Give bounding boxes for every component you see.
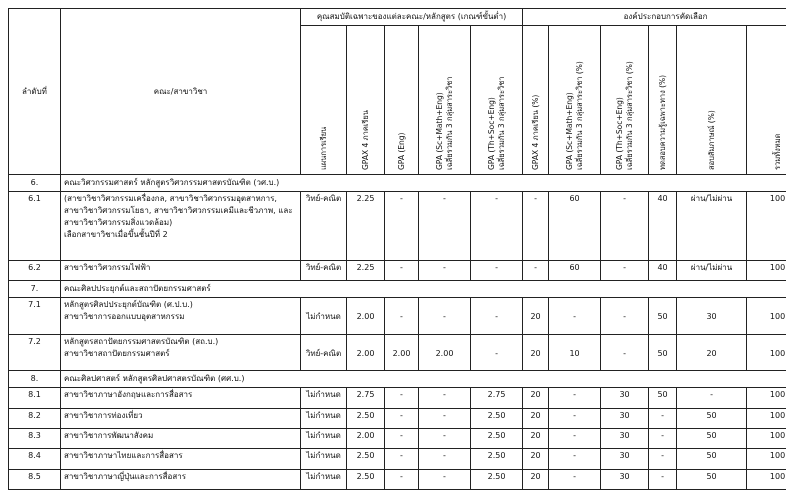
row-no: 7.1 (9, 298, 61, 335)
value-text: 30 (706, 312, 717, 322)
program-name (61, 469, 301, 489)
value-text: ไม่กำหนด (306, 312, 341, 322)
program-name-line: สาขาวิชาการท่องเที่ยว (64, 410, 143, 420)
section-no: 7. (9, 281, 61, 298)
subheader-col-2 (385, 26, 419, 175)
subheader-label: GPA (Sc+Math+Eng) (434, 92, 444, 170)
row-no: 7.2 (9, 334, 61, 371)
program-name-line: สาขาวิชาภาษาอังกฤษและการสื่อสาร (64, 390, 193, 400)
section-row (9, 175, 786, 192)
value-cell-7: 30 (601, 469, 649, 489)
value-cell-0 (301, 298, 347, 335)
value-cell-8: - (649, 449, 677, 469)
subheader-sublabel: เฉลี่ยรวมกัน 3 กลุ่มสาระวิชา (%) (574, 61, 584, 170)
table-row (9, 449, 786, 469)
header-group-qualifications: คุณสมบัติเฉพาะของแต่ละคณะ/หลักสูตร (เกณฑ์ขั้นต่ำ) (301, 9, 523, 26)
subheader-sublabel: เฉลี่ยรวมกัน 3 กลุ่มสาระวิชา (496, 76, 506, 170)
value-cell-0: วิทย์-คณิต (301, 261, 347, 281)
value-cell-5: 20 (523, 469, 549, 489)
value-cell-1: 2.50 (347, 408, 385, 428)
value-cell-4: 2.75 (471, 388, 523, 408)
value-cell-10: 100 (747, 408, 786, 428)
value-cell-9: 50 (677, 429, 747, 449)
value-text: - (443, 312, 446, 322)
subheader-col-4 (471, 26, 523, 175)
value-cell-8: 40 (649, 261, 677, 281)
admission-criteria-table (8, 8, 786, 490)
value-cell-4: 2.50 (471, 469, 523, 489)
header-faculty: คณะ/สาขาวิชา (61, 9, 301, 175)
value-cell-2 (385, 334, 419, 371)
program-name (61, 408, 301, 428)
program-name (61, 388, 301, 408)
subheader-col-7 (601, 26, 649, 175)
value-cell-8: - (649, 408, 677, 428)
value-cell-6: - (549, 429, 601, 449)
value-cell-9 (677, 334, 747, 371)
value-cell-1: 2.75 (347, 388, 385, 408)
value-cell-8 (649, 298, 677, 335)
program-name (61, 334, 301, 371)
value-cell-10 (747, 334, 786, 371)
program-name-line: สาขาวิชาภาษาญี่ปุ่นและการสื่อสาร (64, 471, 186, 481)
value-cell-2: - (385, 388, 419, 408)
value-cell-7: 30 (601, 408, 649, 428)
value-cell-9: ผ่าน/ไม่ผ่าน (677, 192, 747, 261)
program-name (61, 298, 301, 335)
value-cell-1 (347, 298, 385, 335)
value-cell-5: 20 (523, 388, 549, 408)
subheader-col-5 (523, 26, 549, 175)
program-name-line: สาขาวิชาวิศวกรรมสิ่งแวดล้อม) (64, 218, 173, 227)
section-row (9, 281, 786, 298)
value-cell-7: - (601, 192, 649, 261)
value-cell-8 (649, 334, 677, 371)
subheader-label: GPA (Th+Soc+Eng) (614, 97, 624, 170)
value-cell-5: 20 (523, 408, 549, 428)
value-text: - (623, 312, 626, 322)
value-cell-10: 100 (747, 469, 786, 489)
subheader-col-0 (301, 26, 347, 175)
value-cell-4: 2.50 (471, 408, 523, 428)
value-text: 20 (706, 348, 717, 358)
value-cell-6: - (549, 408, 601, 428)
value-cell-6: - (549, 469, 601, 489)
subheader-col-3 (419, 26, 471, 175)
program-name (61, 449, 301, 469)
value-cell-5: - (523, 261, 549, 281)
subheader-sublabel: เฉลี่ยรวมกัน 3 กลุ่มสาระวิชา (%) (624, 61, 634, 170)
value-cell-8: - (649, 429, 677, 449)
value-text: 2.00 (356, 348, 375, 358)
value-cell-7 (601, 298, 649, 335)
value-cell-9: - (677, 388, 747, 408)
value-cell-10: 100 (747, 261, 786, 281)
row-no: 8.1 (9, 388, 61, 408)
value-text: 20 (530, 312, 541, 322)
value-cell-1: 2.50 (347, 469, 385, 489)
value-cell-7: 30 (601, 388, 649, 408)
value-cell-3: - (419, 261, 471, 281)
header-no: ลำดับที่ (9, 9, 61, 175)
section-row (9, 371, 786, 388)
value-cell-2: - (385, 408, 419, 428)
value-text: - (495, 312, 498, 322)
value-cell-0: ไม่กำหนด (301, 388, 347, 408)
row-no: 8.5 (9, 469, 61, 489)
value-cell-3: - (419, 408, 471, 428)
row-no: 8.3 (9, 429, 61, 449)
value-cell-2: - (385, 469, 419, 489)
value-cell-6 (549, 298, 601, 335)
subheader-col-9 (677, 26, 747, 175)
value-text: - (495, 348, 498, 358)
value-cell-4: 2.50 (471, 449, 523, 469)
value-text: 2.00 (392, 348, 411, 358)
value-cell-6: - (549, 449, 601, 469)
row-no: 6.1 (9, 192, 61, 261)
value-cell-7 (601, 334, 649, 371)
program-name-line: สาขาวิชาการออกแบบอุตสาหกรรม (64, 312, 185, 322)
subheader-col-10 (747, 26, 786, 175)
row-no: 6.2 (9, 261, 61, 281)
value-cell-10: 100 (747, 449, 786, 469)
section-title: คณะวิศวกรรมศาสตร์ หลักสูตรวิศวกรรมศาสตรบัณฑิต (วศ.บ.) (61, 175, 786, 192)
value-cell-10: 100 (747, 388, 786, 408)
program-name-line: หลักสูตรสถาปัตยกรรมศาสตรบัณฑิต (สถ.บ.) (64, 336, 219, 346)
value-cell-3: - (419, 388, 471, 408)
value-cell-9: 50 (677, 469, 747, 489)
value-cell-4 (471, 298, 523, 335)
program-name (61, 192, 301, 261)
program-name-line: สาขาวิชาวิศวกรรมไฟฟ้า (64, 263, 151, 273)
value-cell-9: 50 (677, 449, 747, 469)
program-name-line: สาขาวิชาภาษาไทยและการสื่อสาร (64, 451, 183, 461)
table-row (9, 261, 786, 281)
value-text: 2.00 (356, 312, 375, 322)
value-cell-1 (347, 334, 385, 371)
section-no: 8. (9, 371, 61, 388)
value-cell-4 (471, 334, 523, 371)
table-row (9, 334, 786, 371)
subheader-label: รวมทั้งหมด (772, 133, 782, 170)
program-name (61, 429, 301, 449)
value-cell-2: - (385, 429, 419, 449)
value-cell-5 (523, 334, 549, 371)
value-text: - (400, 312, 403, 322)
value-cell-2: - (385, 449, 419, 469)
value-cell-6: - (549, 388, 601, 408)
subheader-label: GPAX 4 ภาคเรียน (%) (530, 94, 540, 170)
table-row (9, 469, 786, 489)
subheader-label: GPA (Sc+Math+Eng) (564, 92, 574, 170)
value-cell-3 (419, 334, 471, 371)
subheader-label: GPAX 4 ภาคเรียน (360, 110, 370, 170)
subheader-col-8 (649, 26, 677, 175)
value-cell-0: ไม่กำหนด (301, 449, 347, 469)
value-cell-2 (385, 298, 419, 335)
value-cell-10: 100 (747, 429, 786, 449)
value-cell-3: - (419, 469, 471, 489)
value-cell-1: 2.50 (347, 449, 385, 469)
table-row (9, 192, 786, 261)
table-row (9, 408, 786, 428)
value-cell-3 (419, 298, 471, 335)
value-text: 10 (569, 348, 580, 358)
value-cell-7: 30 (601, 449, 649, 469)
subheader-sublabel: เฉลี่ยรวมกัน 3 กลุ่มสาระวิชา (444, 76, 454, 170)
value-cell-5 (523, 298, 549, 335)
value-cell-8: 50 (649, 388, 677, 408)
value-cell-2: - (385, 261, 419, 281)
value-cell-0: ไม่กำหนด (301, 429, 347, 449)
subheader-label: สอบสัมภาษณ์ (%) (706, 110, 716, 170)
value-cell-0 (301, 334, 347, 371)
value-cell-9 (677, 298, 747, 335)
value-cell-4: - (471, 261, 523, 281)
value-text: 50 (657, 348, 668, 358)
table-row (9, 429, 786, 449)
value-cell-6: 60 (549, 192, 601, 261)
value-cell-10 (747, 298, 786, 335)
header-group-components: องค์ประกอบการคัดเลือก (523, 9, 786, 26)
program-name-line: สาขาวิชาสถาปัตยกรรมศาสตร์ (64, 348, 170, 358)
table-row (9, 298, 786, 335)
value-cell-0: วิทย์-คณิต (301, 192, 347, 261)
program-name-line: สาขาวิชาการพัฒนาสังคม (64, 431, 154, 441)
value-cell-3: - (419, 192, 471, 261)
value-cell-4: 2.50 (471, 429, 523, 449)
row-no: 8.2 (9, 408, 61, 428)
program-name (61, 261, 301, 281)
value-text: 100 (769, 348, 786, 358)
table-row (9, 388, 786, 408)
value-cell-5: 20 (523, 429, 549, 449)
value-cell-1: 2.25 (347, 261, 385, 281)
value-cell-0: ไม่กำหนด (301, 408, 347, 428)
section-title: คณะศิลปประยุกต์และสถาปัตยกรรมศาสตร์ (61, 281, 786, 298)
value-text: - (573, 312, 576, 322)
subheader-label: ทดสอบความรู้เฉพาะทาง (%) (657, 74, 667, 170)
value-text: 20 (530, 348, 541, 358)
value-text: 50 (657, 312, 668, 322)
value-cell-6: 60 (549, 261, 601, 281)
value-cell-2: - (385, 192, 419, 261)
value-cell-0: ไม่กำหนด (301, 469, 347, 489)
value-cell-6 (549, 334, 601, 371)
value-cell-3: - (419, 449, 471, 469)
subheader-col-6 (549, 26, 601, 175)
subheader-label: แผนการเรียน (318, 126, 328, 170)
subheader-col-1 (347, 26, 385, 175)
value-cell-7: - (601, 261, 649, 281)
value-cell-9: 50 (677, 408, 747, 428)
subheader-label: GPA (Eng) (396, 132, 406, 170)
value-cell-1: 2.00 (347, 429, 385, 449)
value-text: - (623, 348, 626, 358)
program-name-line: สาขาวิชาวิศวกรรมโยธา, สาขาวิชาวิศวกรรมเคมีและชีวภาพ, และ (64, 206, 293, 215)
value-cell-8: - (649, 469, 677, 489)
value-text: 100 (769, 312, 786, 322)
section-title: คณะศิลปศาสตร์ หลักสูตรศิลปศาสตรบัณฑิต (ศศ.บ.) (61, 371, 786, 388)
value-text: วิทย์-คณิต (305, 348, 342, 358)
section-no: 6. (9, 175, 61, 192)
value-cell-1: 2.25 (347, 192, 385, 261)
value-cell-4: - (471, 192, 523, 261)
value-cell-5: - (523, 192, 549, 261)
value-cell-9: ผ่าน/ไม่ผ่าน (677, 261, 747, 281)
value-cell-7: 30 (601, 429, 649, 449)
value-cell-8: 40 (649, 192, 677, 261)
program-name-line: (สาขาวิชาวิศวกรรมเครื่องกล, สาขาวิชาวิศวกรรมอุตสาหการ, (64, 194, 277, 203)
subheader-label: GPA (Th+Soc+Eng) (486, 97, 496, 170)
row-no: 8.4 (9, 449, 61, 469)
value-text: 2.00 (435, 348, 454, 358)
value-cell-3: - (419, 429, 471, 449)
program-name-line: เลือกสาขาวิชาเมื่อขึ้นชั้นปีที่ 2 (64, 230, 168, 239)
value-cell-5: 20 (523, 449, 549, 469)
program-name-line: หลักสูตรศิลปประยุกต์บัณฑิต (ศ.ป.บ.) (64, 300, 193, 310)
value-cell-10: 100 (747, 192, 786, 261)
